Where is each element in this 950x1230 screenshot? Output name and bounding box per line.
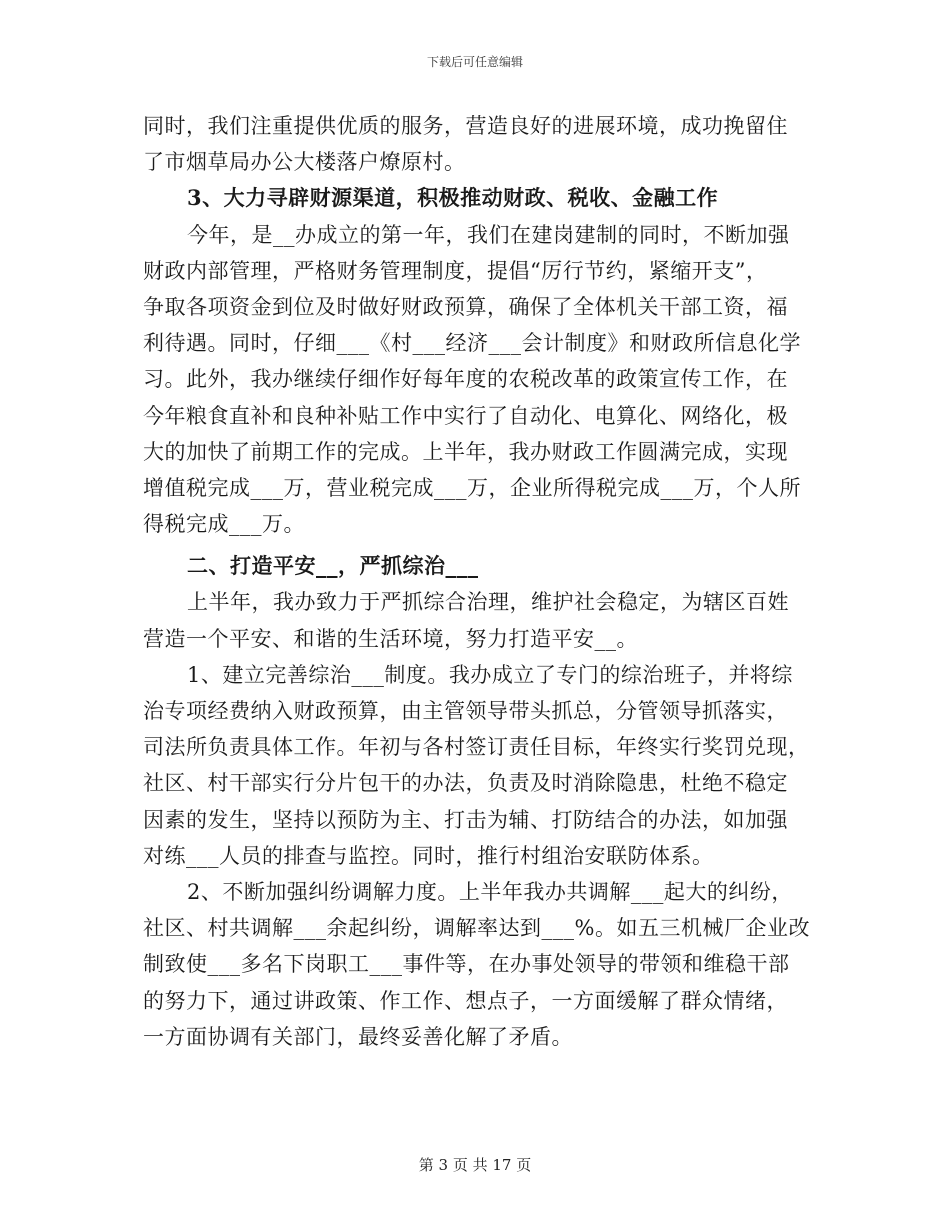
paragraph-line: 了市烟草局办公大楼落户燎原村。 (143, 150, 466, 175)
paragraph-line: 社区、村共调解___余起纠纷，调解率达到___%。如五三机械厂企业改 (143, 916, 810, 941)
paragraph-line: 大的加快了前期工作的完成。上半年，我办财政工作圆满完成，实现 (143, 439, 788, 464)
paragraph-line: 一方面协调有关部门，最终妥善化解了矛盾。 (143, 1024, 573, 1049)
page-number: 第 3 页 共 17 页 (418, 1156, 532, 1174)
paragraph-line: 社区、村干部实行分片包干的办法，负责及时消除隐患，杜绝不稳定 (143, 771, 788, 796)
section-heading: 二、打造平安__，严抓综治___ (187, 553, 479, 579)
paragraph-line: 营造一个平安、和谐的生活环境，努力打造平安__。 (143, 626, 638, 651)
page-header: 下载后可任意编辑 (426, 55, 523, 69)
paragraph-line: 2、不断加强纠纷调解力度。上半年我办共调解___起大的纠纷， (187, 879, 793, 904)
paragraph-line: 治专项经费纳入财政预算，由主管领导带头抓总，分管领导抓落实， (143, 699, 788, 723)
paragraph-line: 财政内部管理，严格财务管理制度，提倡“厉行节约，紧缩开支”， (143, 258, 768, 283)
document-body (143, 108, 810, 1055)
section-heading: 3、大力寻辟财源渠道，积极推动财政、税收、金融工作 (187, 185, 719, 211)
paragraph-line: 今年，是__办成立的第一年，我们在建岗建制的同时，不断加强 (187, 222, 790, 247)
paragraph-line: 争取各项资金到位及时做好财政预算，确保了全体机关干部工资，福 (143, 294, 788, 319)
paragraph-line: 因素的发生，坚持以预防为主、打击为辅、打防结合的办法，如加强 (143, 807, 788, 832)
paragraph-line: 今年粮食直补和良种补贴工作中实行了自动化、电算化、网络化，极 (143, 403, 788, 428)
paragraph-line: 得税完成___万。 (143, 512, 305, 537)
paragraph-line: 增值税完成___万，营业税完成___万，企业所得税完成___万，个人所 (143, 475, 801, 500)
paragraph-line: 对练___人员的排查与监控。同时，推行村组治安联防体系。 (143, 843, 714, 868)
paragraph-line: 利待遇。同时，仔细___《村___经济___会计制度》和财政所信息化学 (143, 331, 801, 356)
paragraph-line: 的努力下，通过讲政策、作工作、想点子，一方面缓解了群众情绪， (143, 988, 788, 1013)
paragraph-line: 1、建立完善综治___制度。我办成立了专门的综治班子，并将综 (187, 662, 793, 687)
paragraph-line: 习。此外，我办继续仔细作好每年度的农税改革的政策宣传工作，在 (143, 367, 788, 392)
paragraph-line: 上半年，我办致力于严抓综合治理，维护社会稳定，为辖区百姓 (187, 590, 789, 615)
paragraph-line: 司法所负责具体工作。年初与各村签订责任目标，年终实行奖罚兑现， (143, 735, 810, 760)
paragraph-line: 同时，我们注重提供优质的服务，营造良好的进展环境，成功挽留住 (143, 114, 788, 138)
paragraph-line: 制致使___多名下岗职工___事件等，在办事处领导的带领和维稳干部 (143, 952, 790, 977)
